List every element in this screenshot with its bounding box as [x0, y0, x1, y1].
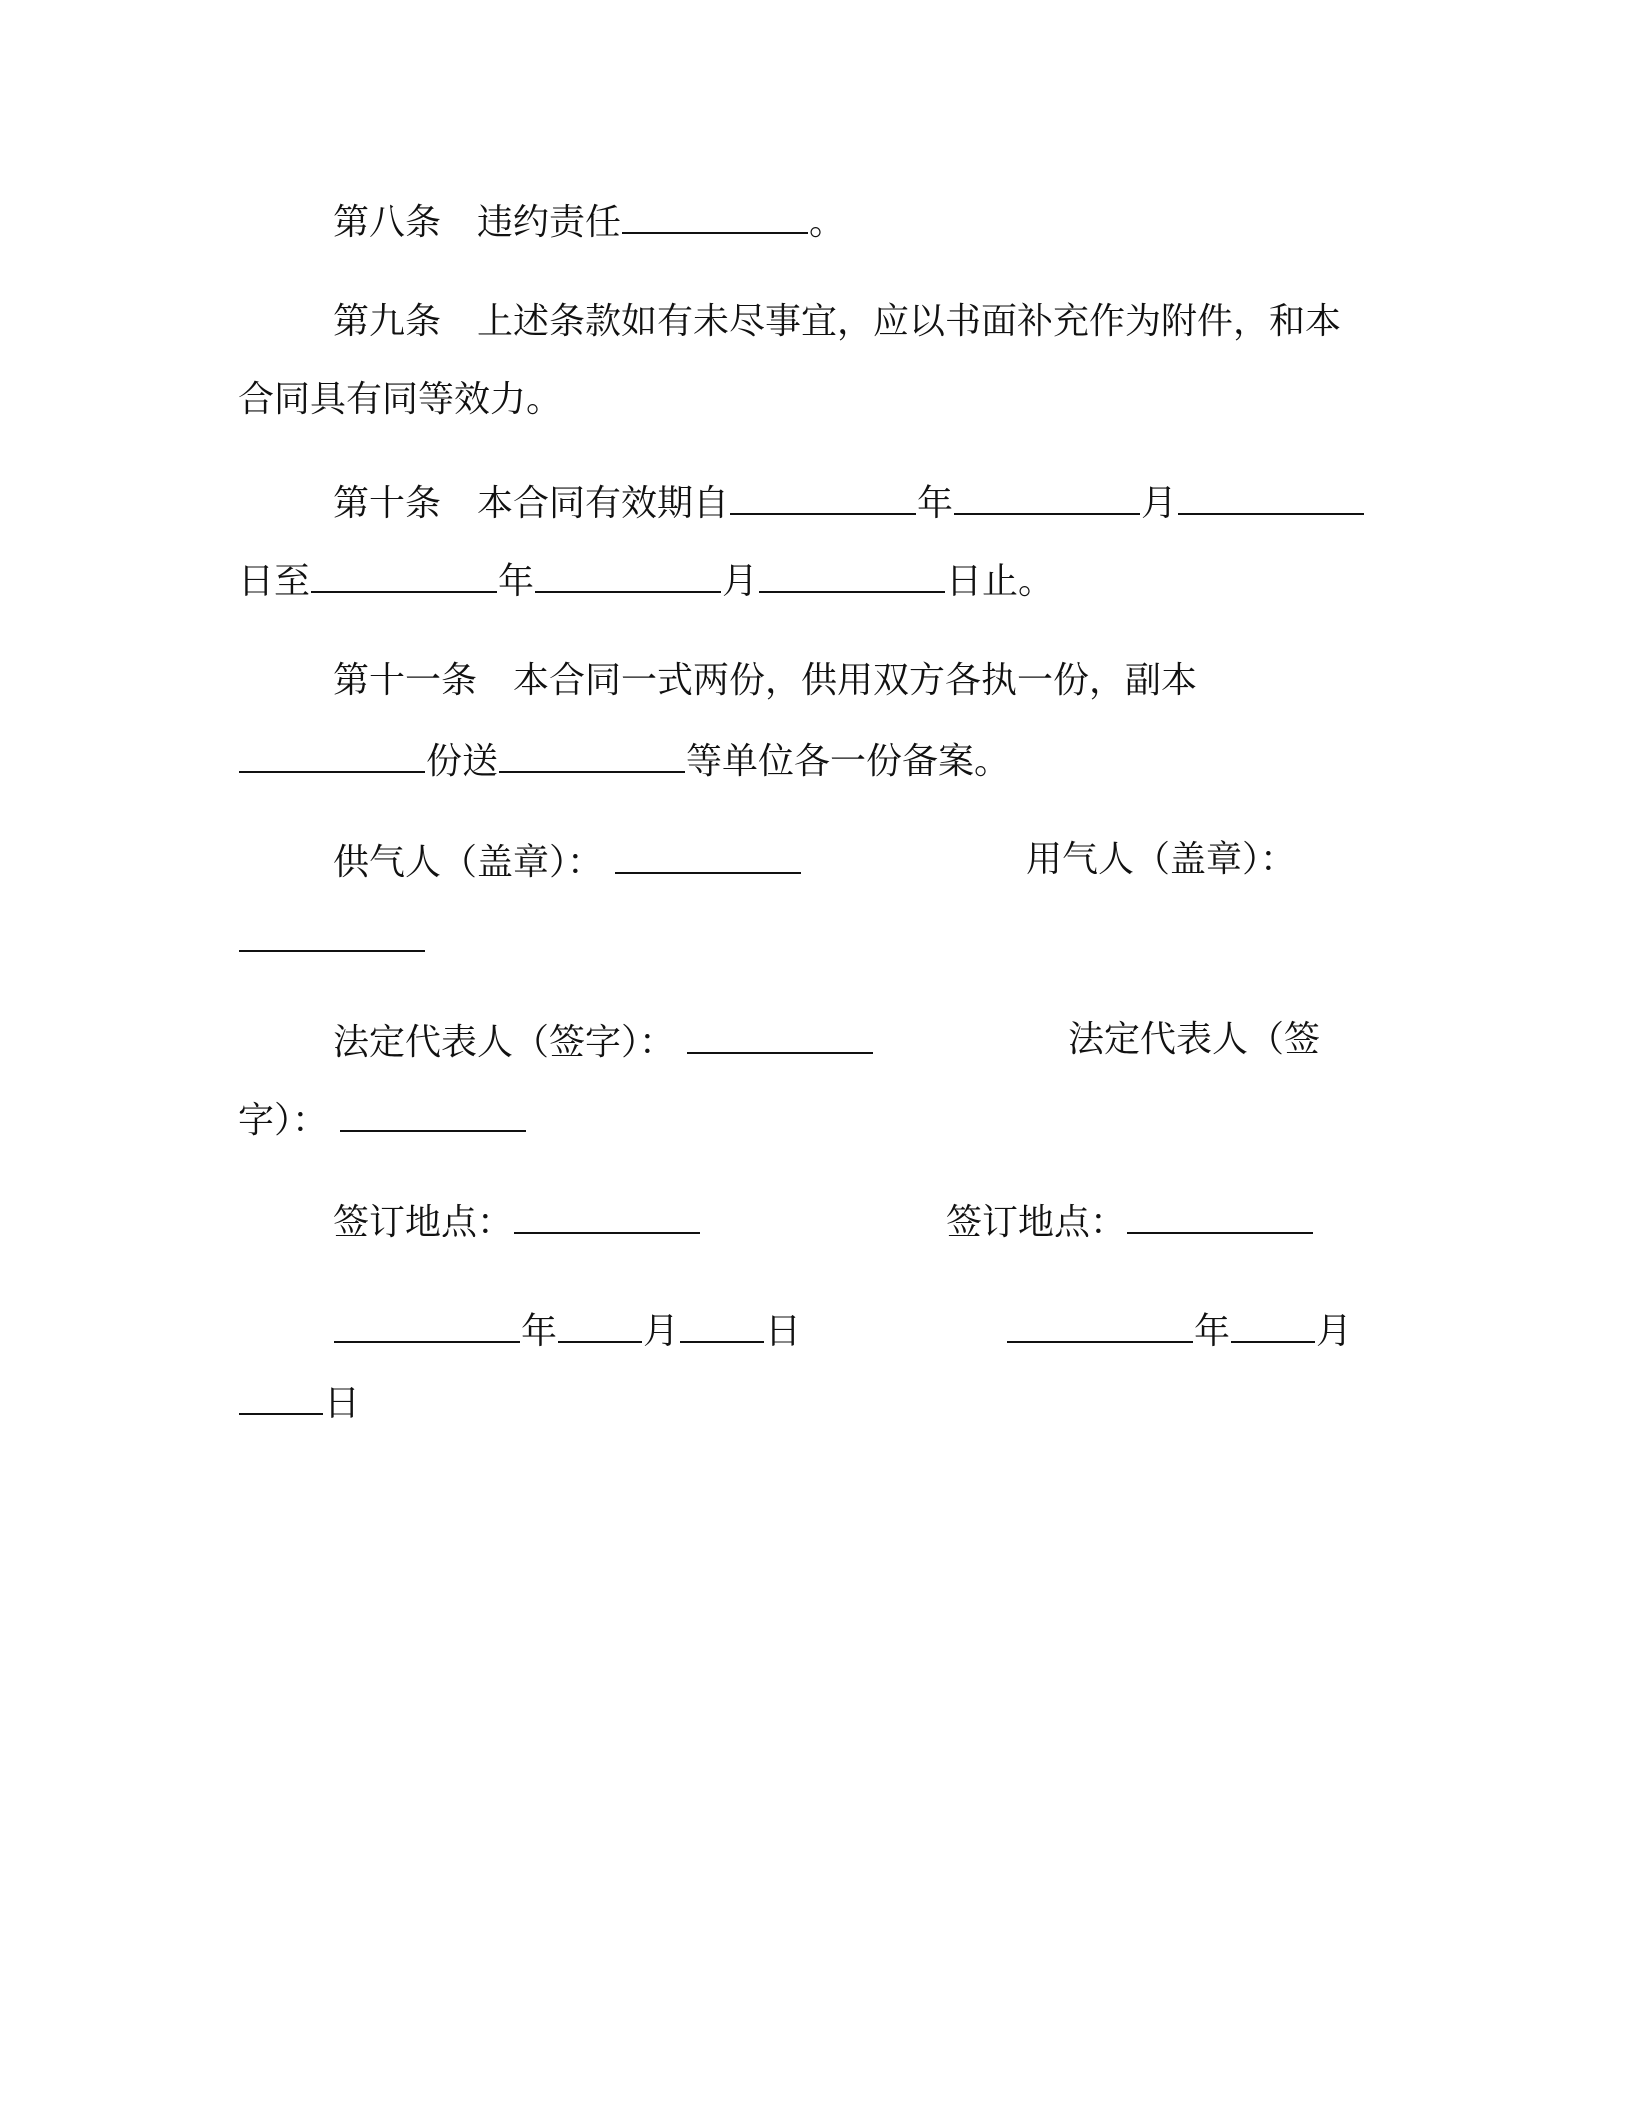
article-9-text-1: 上述条款如有未尽事宜，应以书面补充作为附件，和本: [477, 301, 1342, 342]
breach-liability-blank: [622, 196, 808, 234]
user-seal-blank-line: [238, 914, 426, 962]
article-11-line-1: [333, 657, 1197, 705]
start-month-label: 月: [1141, 483, 1178, 524]
rep-right-label-a: 法定代表人（签: [1068, 1019, 1321, 1060]
date-right-day-blank: [239, 1377, 323, 1415]
article-8-text: 违约责任: [477, 202, 622, 243]
article-10-text: 本合同有效期自: [477, 483, 730, 524]
rep-right-blank: [340, 1094, 526, 1132]
copies-count-blank: [239, 735, 425, 773]
article-8-heading: 第八条: [333, 202, 442, 243]
date-left-day-blank: [680, 1305, 764, 1343]
date-right-year-blank: [1007, 1305, 1193, 1343]
units-label: 等单位各一份备案。: [686, 741, 1011, 782]
end-year-blank: [311, 555, 497, 593]
place-right-blank: [1127, 1196, 1313, 1234]
start-month-blank: [954, 477, 1140, 515]
copies-label: 份送: [426, 741, 499, 782]
rep-left-blank: [687, 1016, 873, 1054]
end-year-label: 年: [498, 561, 535, 602]
end-month-blank: [535, 555, 721, 593]
place-left-line: [333, 1196, 701, 1244]
article-9-line-2: [238, 376, 562, 424]
place-right-line: [946, 1196, 1314, 1244]
place-right-label: 签订地点：: [946, 1202, 1127, 1243]
date-left-month-blank: [558, 1305, 642, 1343]
rep-right-line-2: [238, 1094, 527, 1142]
start-day-blank: [1178, 477, 1364, 515]
date-left-day-label: 日: [765, 1311, 802, 1352]
user-seal-blank: [239, 914, 425, 952]
date-left-line: [333, 1305, 801, 1353]
article-11-line-2: [238, 735, 1010, 783]
article-9-text-2: 合同具有同等效力。: [238, 379, 563, 420]
date-right-day-label: 日: [324, 1383, 361, 1424]
day-to-label: 日至: [238, 561, 311, 602]
user-seal-line: [1026, 836, 1296, 884]
article-10-end: 日止。: [946, 561, 1055, 602]
rep-left-line: [333, 1016, 874, 1064]
date-right-year-label: 年: [1194, 1311, 1231, 1352]
article-10-line-2: [238, 555, 1054, 603]
place-left-label: 签订地点：: [333, 1202, 514, 1243]
recipient-units-blank: [499, 735, 685, 773]
article-8-end: 。: [809, 202, 846, 243]
supplier-seal-blank: [615, 836, 801, 874]
end-month-label: 月: [722, 561, 759, 602]
start-year-label: 年: [917, 483, 954, 524]
date-right-month-blank: [1231, 1305, 1315, 1343]
article-10-heading: 第十条: [333, 483, 442, 524]
rep-right-label-b: 字）：: [238, 1100, 329, 1141]
article-9-heading: 第九条: [333, 301, 442, 342]
date-left-month-label: 月: [643, 1311, 680, 1352]
user-seal-label: 用气人（盖章）：: [1026, 839, 1297, 880]
date-left-year-label: 年: [521, 1311, 558, 1352]
article-9-line-1: [333, 298, 1341, 346]
rep-left-label: 法定代表人（签字）：: [333, 1022, 676, 1063]
article-8-line: [333, 196, 845, 244]
article-10-line-1: [333, 477, 1365, 525]
start-year-blank: [730, 477, 916, 515]
date-right-line-2: [238, 1377, 360, 1425]
date-left-year-blank: [334, 1305, 520, 1343]
end-day-blank: [759, 555, 945, 593]
article-11-text-1: 本合同一式两份，供用双方各执一份，副本: [513, 660, 1198, 701]
supplier-seal-line: [333, 836, 802, 884]
article-11-heading: 第十一条: [333, 660, 478, 701]
date-right-line: [1006, 1305, 1352, 1353]
rep-right-line: [1068, 1016, 1320, 1064]
date-right-month-label: 月: [1316, 1311, 1353, 1352]
supplier-seal-label: 供气人（盖章）：: [333, 842, 604, 883]
place-left-blank: [514, 1196, 700, 1234]
